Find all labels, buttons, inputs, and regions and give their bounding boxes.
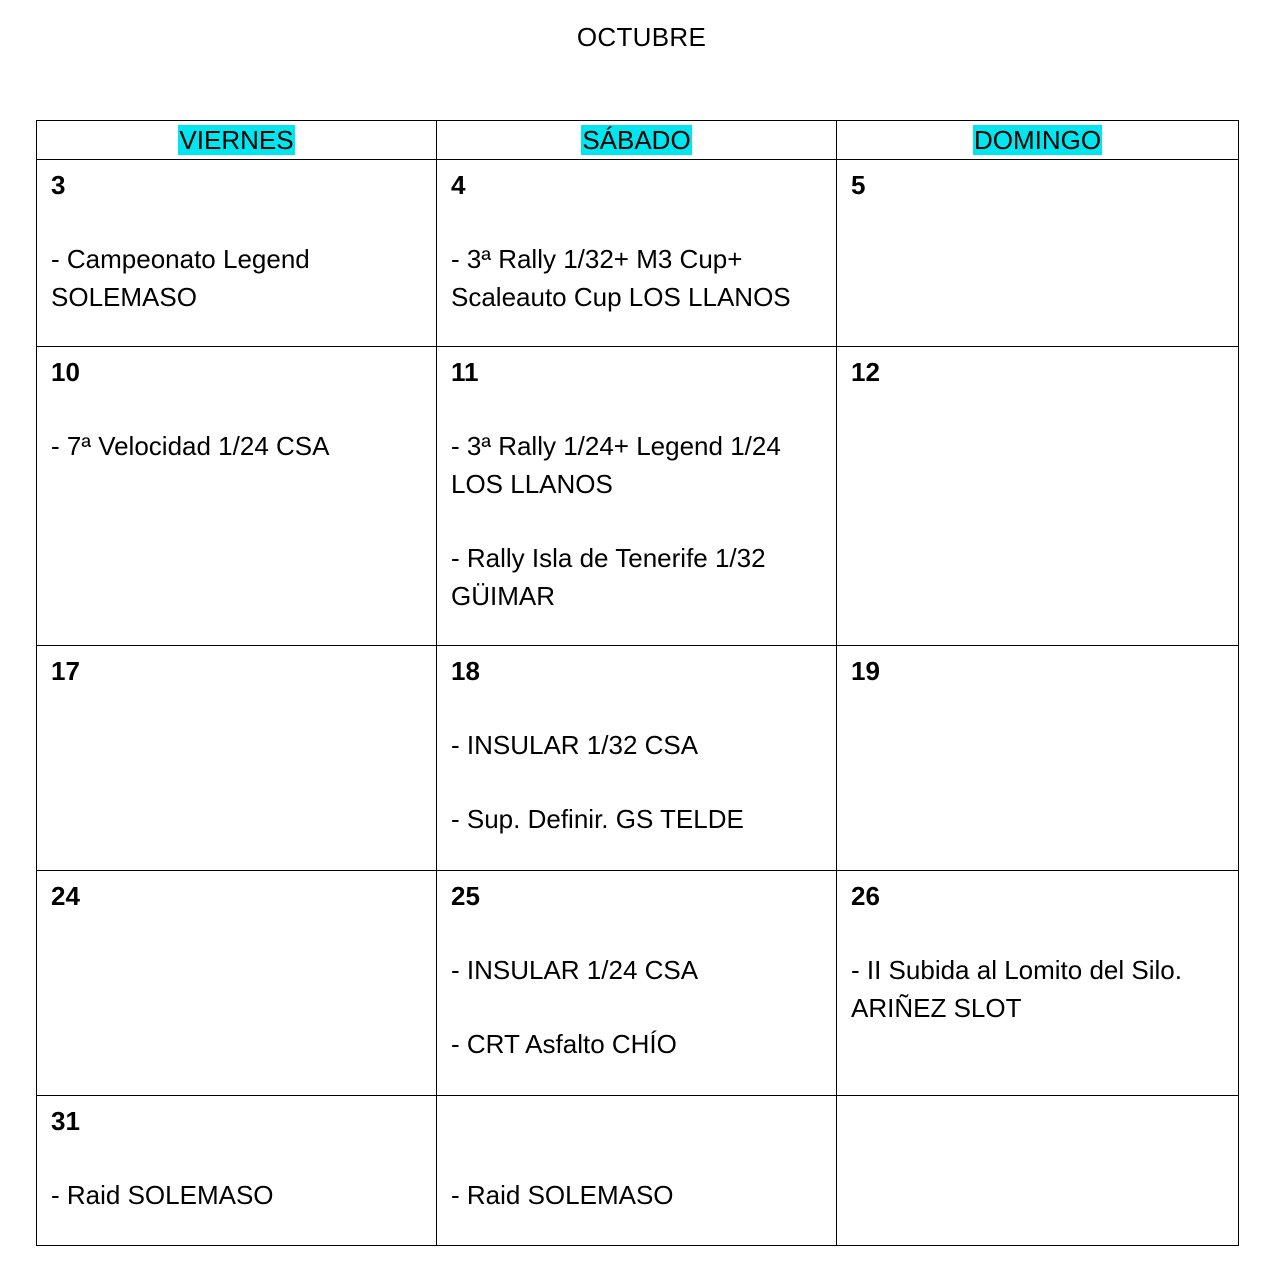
day-number: 18 [451,656,480,686]
header-row [37,121,1239,160]
event-item: - Rally Isla de Tenerife 1/32 GÜIMAR [451,543,766,611]
week-row [37,160,1239,347]
header-label: DOMINGO [973,124,1102,155]
event-item: - II Subida al Lomito del Silo. ARIÑEZ SLOT [851,955,1182,1023]
page-title: OCTUBRE [576,22,707,52]
day-number: 31 [51,1106,80,1136]
header-friday [37,121,437,160]
event-item: - Raid SOLEMASO [51,1180,274,1210]
day-cell [837,871,1239,1096]
day-cell [37,347,437,646]
day-cell [37,1096,437,1246]
day-number: 17 [51,656,80,686]
day-cell [437,347,837,646]
event-item: - CRT Asfalto CHÍO [451,1029,677,1059]
day-number: 11 [451,357,479,387]
week-row [37,646,1239,871]
event-item: - Campeonato Legend SOLEMASO [51,244,310,312]
day-number: 4 [451,170,466,200]
day-number: 24 [51,881,80,911]
day-cell [837,1096,1239,1246]
day-cell [437,1096,837,1246]
week-row [37,871,1239,1096]
day-cell [437,646,837,871]
event-item: - 3ª Rally 1/32+ M3 Cup+ Scaleauto Cup LOS LLANOS [451,244,791,312]
header-sunday [837,121,1239,160]
day-cell [437,871,837,1096]
header-label: VIERNES [179,124,294,155]
event-item: - INSULAR 1/24 CSA [451,955,699,985]
day-number [451,1102,822,1140]
day-cell [37,871,437,1096]
day-cell [37,646,437,871]
day-number: 12 [851,357,880,387]
event-item: - INSULAR 1/32 CSA [451,730,699,760]
event-item: - 3ª Rally 1/24+ Legend 1/24 LOS LLANOS [451,431,781,499]
week-row [37,1096,1239,1246]
day-number: 25 [451,881,480,911]
day-cell [437,160,837,347]
day-cell [837,646,1239,871]
day-number [851,1102,1224,1140]
event-item: - Sup. Definir. GS TELDE [451,804,744,834]
event-item: - Raid SOLEMASO [451,1180,674,1210]
day-number: 26 [851,881,880,911]
header-saturday [437,121,837,160]
day-cell [837,347,1239,646]
day-cell [37,160,437,347]
week-row [37,347,1239,646]
day-number: 3 [51,170,66,200]
header-label: SÁBADO [582,124,691,155]
day-number: 5 [851,170,866,200]
day-number: 10 [51,357,80,387]
day-number: 19 [851,656,880,686]
event-item: - 7ª Velocidad 1/24 CSA [51,431,330,461]
day-cell [837,160,1239,347]
calendar-table [36,120,1239,1246]
